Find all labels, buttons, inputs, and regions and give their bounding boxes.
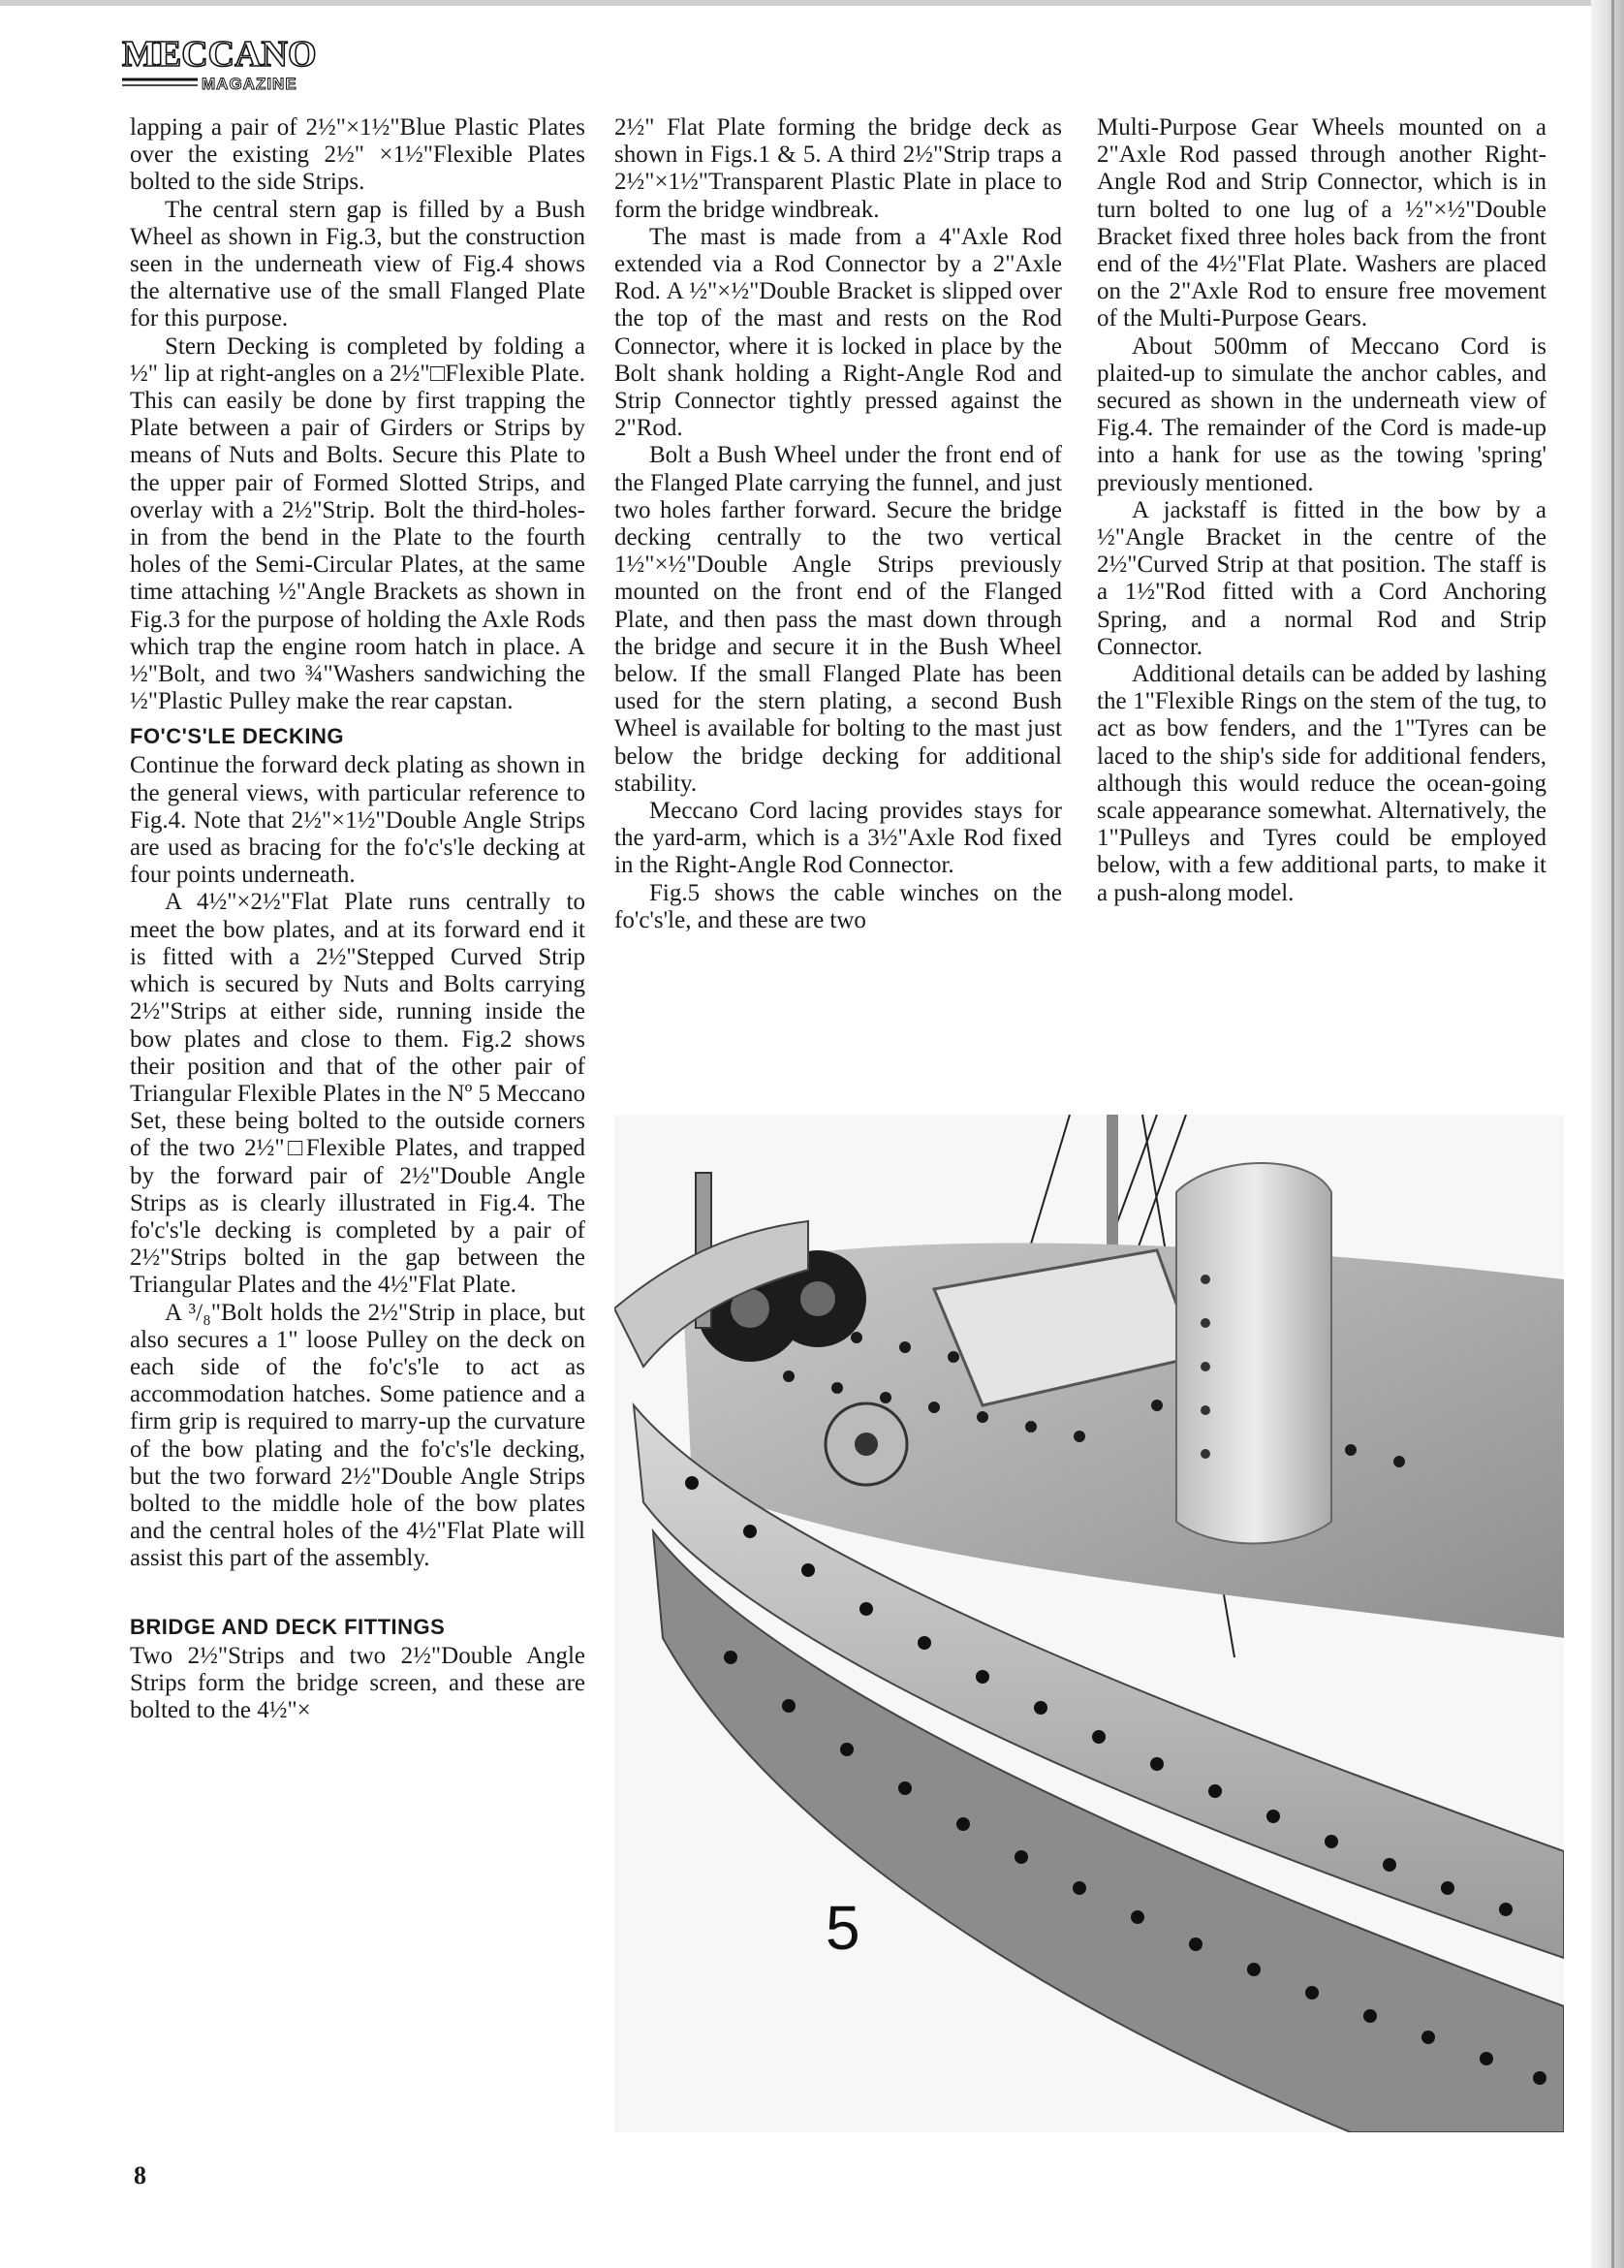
paragraph: Stern Decking is completed by folding a ½" lip at right-angles on a 2½"□Flexible Plate. This can easily be done by first trapping the Plate between a pair of Girders or Strips by means of Nuts and Bolts. Secure this Plate to the upper pair of Formed Slotted Strips, and overlay with a 2½"Strip. Bolt the third-holes-in from the bend in the Plate to the fourth holes of the Semi-Circular Plates, at the same time attaching ½"Angle Brackets as shown in Fig.3 for the purpose of holding the Axle Rods which trap the engine room hatch in place. A ½"Bolt, and two ¾"Washers sandwiching the ½"Plastic Pulley make the rear capstan. xyxy=(130,332,585,715)
text-column-1 xyxy=(130,114,585,1724)
paragraph: 2½" Flat Plate forming the bridge deck as shown in Figs.1 & 5. A third 2½"Strip traps a 2½"×1½"Transparent Plastic Plate in place to form the bridge windbreak. xyxy=(614,114,1062,223)
paragraph: Bolt a Bush Wheel under the front end of the Flanged Plate carrying the funnel, and just two holes farther forward. Secure the bridge decking centrally to the two vertical 1½"×½"Double Angle Strips previously mounted on the front end of the Flanged Plate, and then pass the mast down through the bridge and secure it in the Bush Wheel below. If the small Flanged Plate has been used for the stern plating, a second Bush Wheel is available for bolting to the mast just below the bridge decking for additional stability. xyxy=(614,442,1062,797)
page-top-border xyxy=(0,0,1624,6)
masthead-subtitle: MAGAZINE xyxy=(202,75,297,93)
paragraph: Multi-Purpose Gear Wheels mounted on a 2"Axle Rod passed through another Right-Angle Rod and Strip Connector, which is in turn bolted to one lug of a ½"×½"Double Bracket fixed three holes back from the front end of the 4½"Flat Plate. Washers are placed on the 2"Axle Rod to ensure free movement of the Multi-Purpose Gears. xyxy=(1097,114,1546,332)
masthead-logo xyxy=(120,31,333,97)
paragraph: Fig.5 shows the cable winches on the fo'c's'le, and these are two xyxy=(614,879,1062,933)
figure-label: 5 xyxy=(826,1893,860,1963)
figure-5-photo xyxy=(614,1115,1564,2132)
page-binding-edge xyxy=(1591,0,1624,2268)
binding-edge-line xyxy=(1611,0,1614,2268)
masthead-title: MECCANO xyxy=(122,34,317,75)
paragraph: A jackstaff is fitted in the bow by a ½"Angle Bracket in the centre of the 2½"Curved Strip at that position. The staff is a 1½"Rod fitted with a Cord Anchoring Spring, and a normal Rod and Strip Connector. xyxy=(1097,496,1546,660)
paragraph: Continue the forward deck plating as shown in the general views, with particular reference to Fig.4. Note that 2½"×1½"Double Angle Strips are used as bracing for the fo'c's'le decking at four points underneath. xyxy=(130,752,585,889)
paragraph: Two 2½"Strips and two 2½"Double Angle Strips form the bridge screen, and these are bolted to the 4½"× xyxy=(130,1642,585,1723)
funnel xyxy=(1176,1163,1331,1544)
paragraph: The mast is made from a 4"Axle Rod extended via a Rod Connector by a 2"Axle Rod. A ½"×½"Double Bracket is slipped over the top of the mast and rests on the Rod Connector, where it is locked in place by the Bolt shank holding a Right-Angle Rod and Strip Connector tightly pressed against the 2"Rod. xyxy=(614,223,1062,442)
paragraph: The central stern gap is filled by a Bush Wheel as shown in Fig.3, but the construction seen in the underneath view of Fig.4 shows the alternative use of the small Flanged Plate for this purpose. xyxy=(130,196,585,332)
section-heading-bridge-deck-fittings: BRIDGE AND DECK FITTINGS xyxy=(130,1614,446,1639)
text-column-2 xyxy=(614,114,1062,934)
section-heading-focsle-decking: FO'C'S'LE DECKING xyxy=(130,724,344,749)
text-column-3 xyxy=(1097,114,1546,907)
paragraph: Additional details can be added by lashing the 1"Flexible Rings on the stem of the tug, to act as bow fenders, and the 1"Tyres can be laced to the ship's side for additional fenders, although this would reduce the ocean-going scale appearance somewhat. Alternatively, the 1"Pulleys and Tyres could be employed below, with a few additional parts, to make it a push-along model. xyxy=(1097,661,1546,906)
page-number: 8 xyxy=(134,2161,146,2189)
paragraph: lapping a pair of 2½"×1½"Blue Plastic Plates over the existing 2½" ×1½"Flexible Plates bolted to the side Strips. xyxy=(130,114,585,196)
paragraph: Meccano Cord lacing provides stays for the yard-arm, which is a 3½"Axle Rod fixed in the Right-Angle Rod Connector. xyxy=(614,798,1062,879)
paragraph: About 500mm of Meccano Cord is plaited-up to simulate the anchor cables, and secured as shown in the underneath view of Fig.4. The remainder of the Cord is made-up into a hank for use as the towing 'spring' previously mentioned. xyxy=(1097,332,1546,496)
paragraph: A ³/₈"Bolt holds the 2½"Strip in place, but also secures a 1" loose Pulley on the deck on each side of the fo'c's'le to act as accommodation hatches. Some patience and a firm grip is required to marry-up the curvature of the bow plating and the fo'c's'le decking, but the two forward 2½"Double Angle Strips bolted to the middle hole of the bow plates and the central holes of the 4½"Flat Plate will assist this part of the assembly. xyxy=(130,1299,585,1572)
paragraph: A 4½"×2½"Flat Plate runs centrally to meet the bow plates, and at its forward end it is fitted with a 2½"Stepped Curved Strip which is secured by Nuts and Bolts carrying 2½"Strips at either side, running inside the bow plates and close to them. Fig.2 shows their position and that of the other pair of Triangular Flexible Plates in the Nº 5 Meccano Set, these being bolted to the outside corners of the two 2½"□Flexible Plates, and trapped by the forward pair of 2½"Double Angle Strips as is clearly illustrated in Fig.4. The fo'c's'le decking is completed by a pair of 2½"Strips bolted in the gap between the Triangular Plates and the 4½"Flat Plate. xyxy=(130,889,585,1299)
